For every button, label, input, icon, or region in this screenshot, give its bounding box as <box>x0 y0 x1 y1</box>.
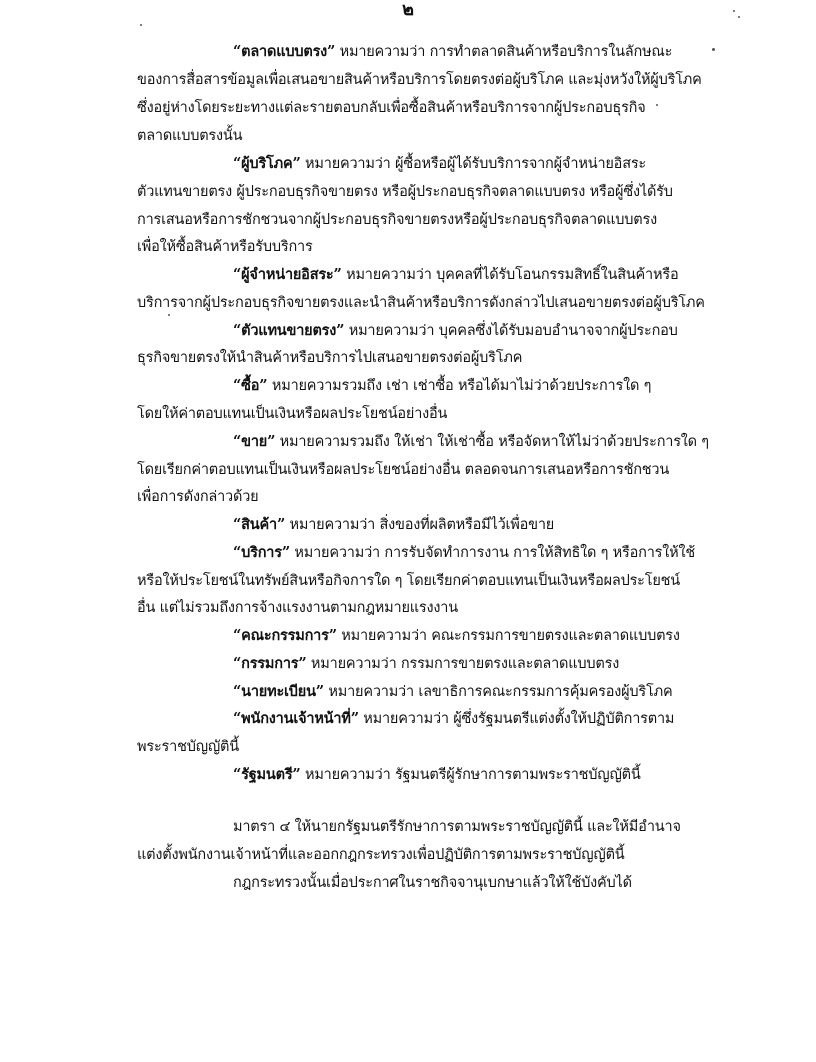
definition-minister <box>233 765 641 785</box>
definition-official <box>233 709 674 729</box>
definition-term: “พนักงานเจ้าหน้าที่” <box>233 710 359 727</box>
definition-line: เพื่อการดังกล่าวด้วย <box>137 489 259 505</box>
definition-term: “กรรมการ” <box>233 655 307 672</box>
definition-service <box>233 543 695 563</box>
definition-text: หมายความว่า รัฐมนตรีผู้รักษาการตามพระราชบัญญัตินี้ <box>300 767 641 783</box>
definition-text: หมายความรวมถึง เช่า เช่าซื้อ หรือได้มาไม่ว่าด้วยประการใด ๆ <box>267 378 652 394</box>
definition-line: ตัวแทนขายตรง ผู้ประกอบธุรกิจขายตรง หรือผู้ประกอบธุรกิจตลาดแบบตรง หรือผู้ซึ่งได้รับ <box>137 184 673 200</box>
scan-speck <box>712 48 715 51</box>
definition-line: บริการจากผู้ประกอบธุรกิจขายตรงและนำสินค้าหรือบริการดังกล่าวไปเสนอขายตรงต่อผู้บริโภค <box>137 295 705 311</box>
definition-sell <box>233 432 709 452</box>
definition-term: “ซื้อ” <box>233 377 268 394</box>
definition-text: หมายความว่า ผู้ซื้อหรือผู้ได้รับบริการจากผู้จำหน่ายอิสระ <box>300 156 647 172</box>
definition-line: พระราชบัญญัตินี้ <box>137 739 239 755</box>
scan-speck <box>733 10 735 12</box>
section-4-heading: มาตรา ๔ ให้นายกรัฐมนตรีรักษาการตามพระราชบัญญัตินี้ และให้มีอำนาจ <box>233 819 681 835</box>
definition-term: “สินค้า” <box>233 516 286 533</box>
definition-text: หมายความรวมถึง ให้เช่า ให้เช่าซื้อ หรือจัดหาให้ไม่ว่าด้วยประการใด ๆ <box>275 434 709 450</box>
definition-line: การเสนอหรือการชักชวนจากผู้ประกอบธุรกิจขายตรงหรือผู้ประกอบธุรกิจตลาดแบบตรง <box>137 212 657 228</box>
definition-term: “คณะกรรมการ” <box>233 627 337 644</box>
definition-line: ของการสื่อสารข้อมูลเพื่อเสนอขายสินค้าหรือบริการโดยตรงต่อผู้บริโภค และมุ่งหวังให้ผู้บริโภค <box>137 72 702 88</box>
definition-line: ตลาดแบบตรงนั้น <box>137 128 243 144</box>
definition-text: หมายความว่า สิ่งของที่ผลิตหรือมีไว้เพื่อขาย <box>285 517 555 533</box>
definition-line: โดยเรียกค่าตอบแทนเป็นเงินหรือผลประโยชน์อย่างอื่น ตลอดจนการเสนอหรือการชักชวน <box>137 462 670 478</box>
scan-speck <box>738 16 740 18</box>
definition-term: “ผู้จำหน่ายอิสระ” <box>233 266 342 283</box>
definition-line: หรือให้ประโยชน์ในทรัพย์สินหรือกิจการใด ๆ โดยเรียกค่าตอบแทนเป็นเงินหรือผลประโยชน์ <box>137 573 680 589</box>
definition-text: หมายความว่า การรับจัดทำการงาน การให้สิทธิใด ๆ หรือการให้ใช้ <box>289 545 695 561</box>
definition-member <box>233 654 619 674</box>
section-4-line: แต่งตั้งพนักงานเจ้าหน้าที่และออกกฎกระทรวงเพื่อปฏิบัติการตามพระราชบัญญัตินี้ <box>137 847 625 863</box>
definition-independent-distributor <box>233 265 678 285</box>
definition-line: ธุรกิจขายตรงให้นำสินค้าหรือบริการไปเสนอขายตรงต่อผู้บริโภค <box>137 350 523 366</box>
definition-goods <box>233 515 554 535</box>
definition-text: หมายความว่า เลขาธิการคณะกรรมการคุ้มครองผู้บริโภค <box>323 684 673 700</box>
definition-direct-sales-agent <box>233 321 678 341</box>
definition-term: “ขาย” <box>233 433 276 450</box>
section-4-line: กฎกระทรวงนั้นเมื่อประกาศในราชกิจจานุเบกษาแล้วให้ใช้บังคับได้ <box>233 875 632 891</box>
definition-text: หมายความว่า การทำตลาดสินค้าหรือบริการในลักษณะ <box>335 44 673 60</box>
definition-term: “รัฐมนตรี” <box>233 766 301 783</box>
page-number: ๒ <box>402 0 414 20</box>
definition-term: “นายทะเบียน” <box>233 683 324 700</box>
definition-term: “ผู้บริโภค” <box>233 155 301 172</box>
scan-speck <box>168 314 170 316</box>
definition-text: หมายความว่า กรรมการขายตรงและตลาดแบบตรง <box>306 656 620 672</box>
definition-direct-marketing <box>233 42 672 62</box>
definition-text: หมายความว่า คณะกรรมการขายตรงและตลาดแบบตรง <box>336 628 680 644</box>
definition-board <box>233 626 680 646</box>
definition-text: หมายความว่า บุคคลที่ได้รับโอนกรรมสิทธิ์ในสินค้าหรือ <box>341 267 679 283</box>
definition-term: “ตลาดแบบตรง” <box>233 43 336 60</box>
definition-consumer <box>233 154 646 174</box>
definition-text: หมายความว่า ผู้ซึ่งรัฐมนตรีแต่งตั้งให้ปฏิบัติการตาม <box>358 711 675 727</box>
definition-line: อื่น แต่ไม่รวมถึงการจ้างแรงงานตามกฎหมายแรงงาน <box>137 600 458 616</box>
scan-speck <box>140 24 142 26</box>
definition-text: หมายความว่า บุคคลซึ่งได้รับมอบอำนาจจากผู้ประกอบ <box>344 323 678 339</box>
definition-line: เพื่อให้ซื้อสินค้าหรือรับบริการ <box>137 239 313 255</box>
definition-line: ซึ่งอยู่ห่างโดยระยะทางแต่ละรายตอบกลับเพื่อซื้อสินค้าหรือบริการจากผู้ประกอบธุรกิจ <box>137 100 646 116</box>
scan-speck <box>656 104 658 106</box>
definition-buy <box>233 376 651 396</box>
definition-line: โดยให้ค่าตอบแทนเป็นเงินหรือผลประโยชน์อย่างอื่น <box>137 406 448 422</box>
definition-term: “บริการ” <box>233 544 290 561</box>
definition-registrar <box>233 682 672 702</box>
definition-term: “ตัวแทนขายตรง” <box>233 322 345 339</box>
